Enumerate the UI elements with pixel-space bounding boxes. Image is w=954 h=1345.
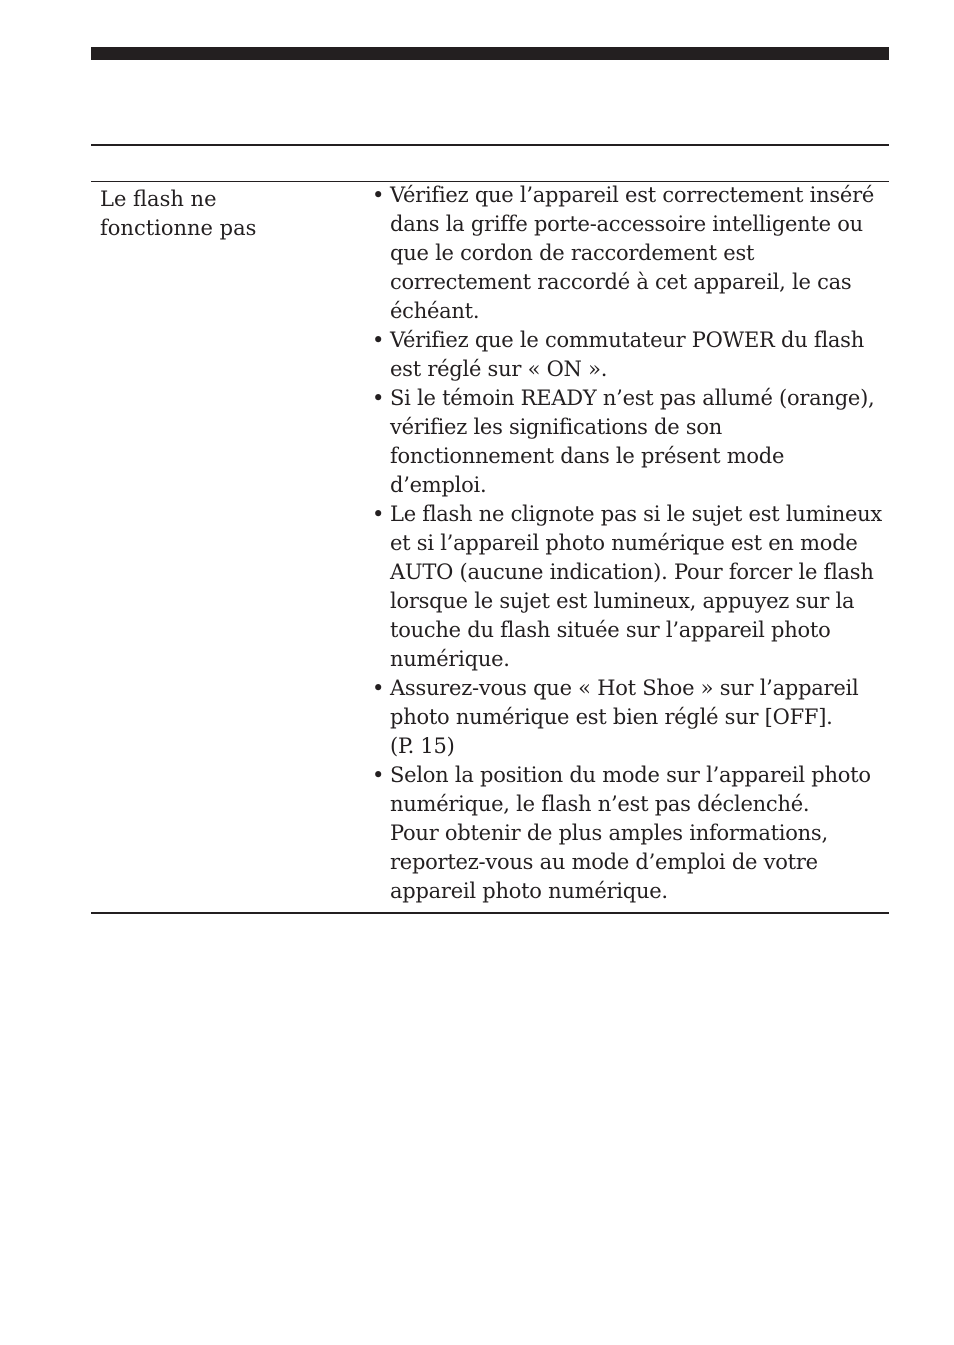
- solution-line: échéant.: [390, 299, 480, 323]
- solution-item: [372, 326, 892, 384]
- bullet-icon: •: [372, 183, 385, 207]
- solution-line: que le cordon de raccordement est: [390, 241, 755, 265]
- solution-line: vérifiez les significations de son: [390, 415, 723, 439]
- solution-line: Vérifiez que le commutateur POWER du flash: [390, 328, 864, 352]
- problem-line: fonctionne pas: [100, 216, 257, 240]
- solution-line: est réglé sur « ON ».: [390, 357, 608, 381]
- solution-item: [372, 500, 892, 674]
- header-bar: [91, 47, 889, 60]
- solution-line: touche du flash située sur l’appareil photo: [390, 618, 831, 642]
- solution-line: Assurez-vous que « Hot Shoe » sur l’appareil: [390, 676, 859, 700]
- solution-line: correctement raccordé à cet appareil, le cas: [390, 270, 852, 294]
- solution-item: [372, 384, 892, 500]
- bullet-icon: •: [372, 502, 385, 526]
- solution-line: numérique.: [390, 647, 510, 671]
- bullet-icon: •: [372, 386, 385, 410]
- table-header-rule: [91, 144, 889, 146]
- solution-line: appareil photo numérique.: [390, 879, 668, 903]
- solution-line: dans la griffe porte-accessoire intelligente ou: [390, 212, 863, 236]
- solution-line: photo numérique est bien réglé sur [OFF].: [390, 705, 833, 729]
- solution-item: [372, 674, 892, 761]
- solution-line: AUTO (aucune indication). Pour forcer le flash: [390, 560, 874, 584]
- solution-line: fonctionnement dans le présent mode: [390, 444, 785, 468]
- solution-line: d’emploi.: [390, 473, 487, 497]
- solution-line: numérique, le flash n’est pas déclenché.: [390, 792, 810, 816]
- solution-line: Pour obtenir de plus amples informations,: [390, 821, 828, 845]
- solution-line: Selon la position du mode sur l’appareil photo: [390, 763, 871, 787]
- solution-line: et si l’appareil photo numérique est en mode: [390, 531, 858, 555]
- table-bottom-rule: [91, 912, 889, 914]
- bullet-icon: •: [372, 676, 385, 700]
- solution-line: Si le témoin READY n’est pas allumé (orange),: [390, 386, 875, 410]
- solutions-list: [372, 181, 892, 906]
- solution-line: lorsque le sujet est lumineux, appuyez sur la: [390, 589, 855, 613]
- bullet-icon: •: [372, 328, 385, 352]
- solution-line: (P. 15): [390, 734, 455, 758]
- solution-line: Vérifiez que l’appareil est correctement inséré: [390, 183, 875, 207]
- problem-cell: [100, 185, 330, 243]
- problem-line: Le flash ne: [100, 187, 217, 211]
- solution-line: Le flash ne clignote pas si le sujet est lumineux: [390, 502, 883, 526]
- solution-item: [372, 181, 892, 326]
- solution-line: reportez-vous au mode d’emploi de votre: [390, 850, 818, 874]
- solution-item: [372, 761, 892, 906]
- bullet-icon: •: [372, 763, 385, 787]
